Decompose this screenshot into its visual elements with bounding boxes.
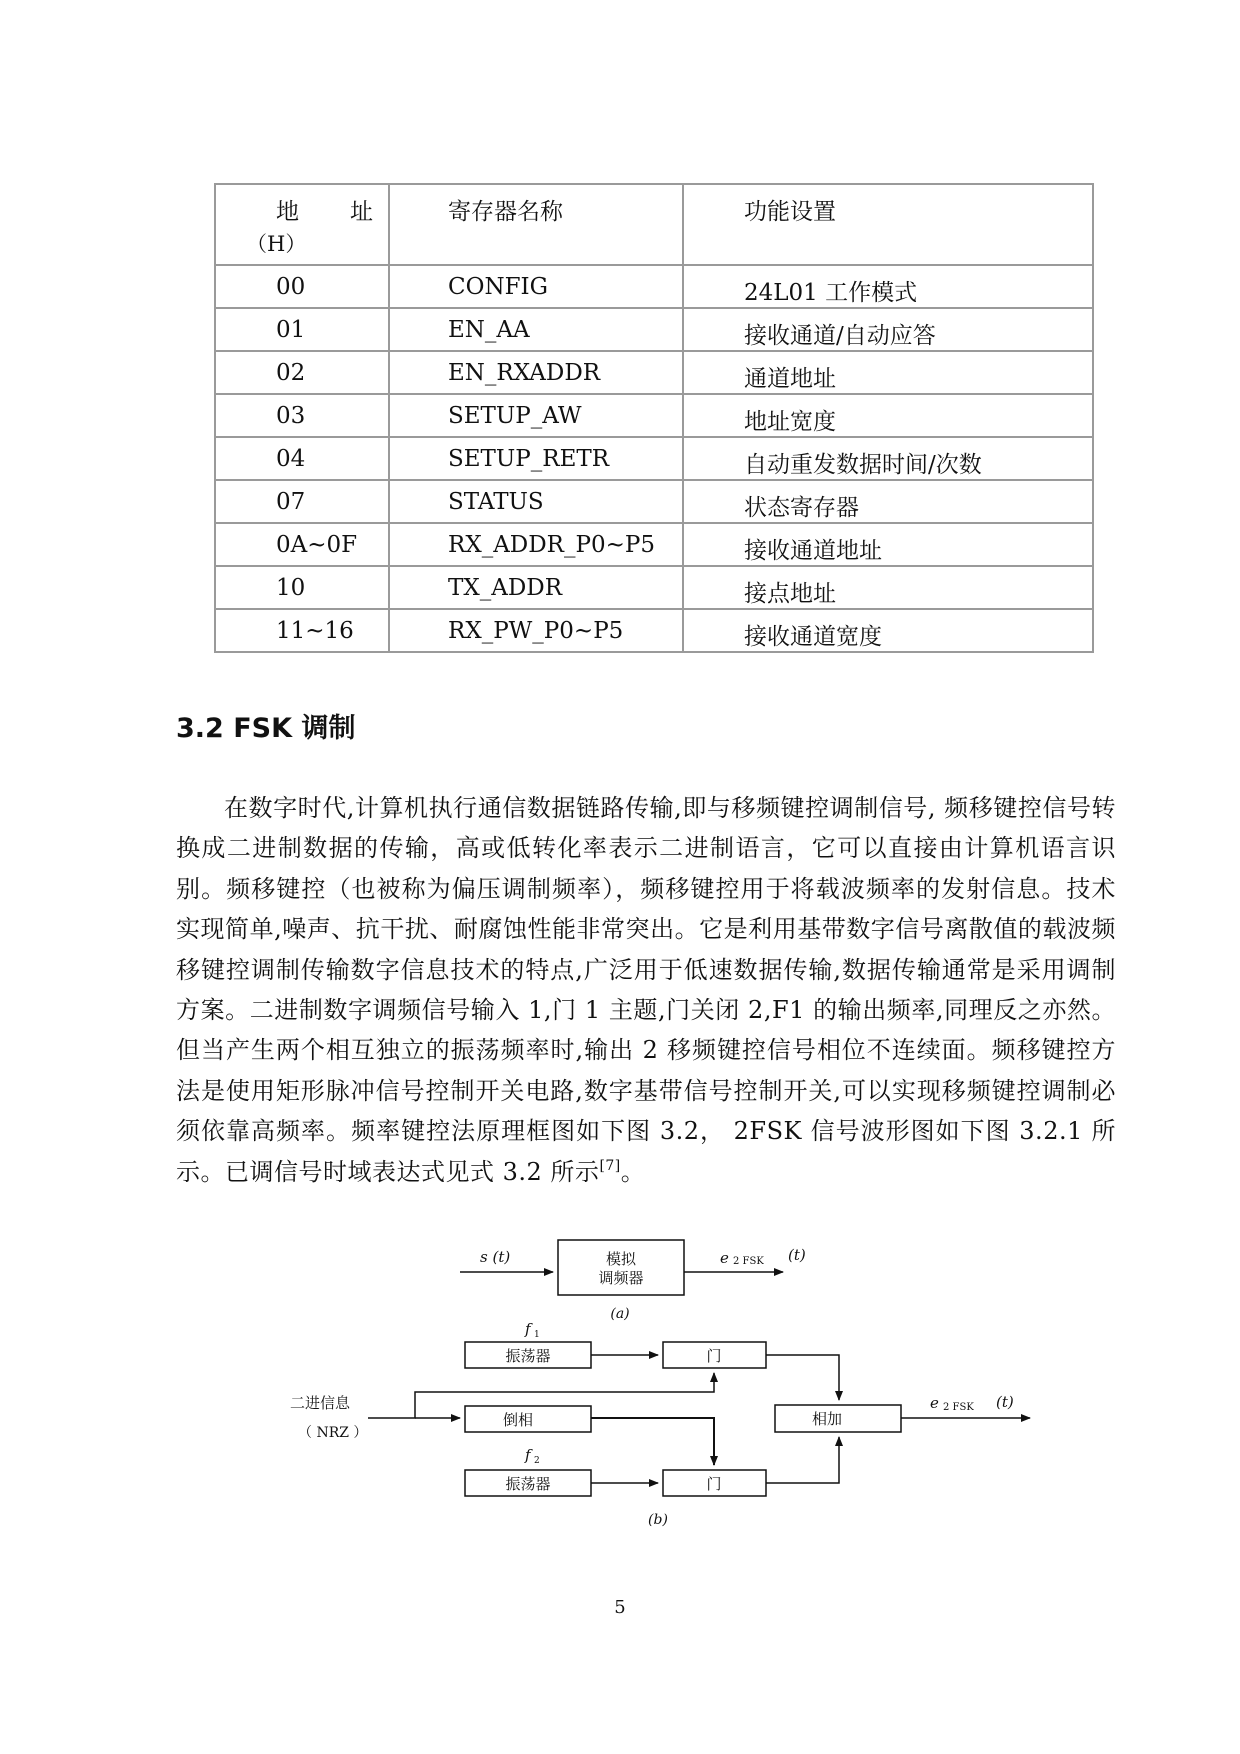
cell-address: 03 <box>215 394 389 437</box>
gate2-to-adder-line <box>766 1437 839 1483</box>
header-address-unit: （H） <box>246 232 307 256</box>
cell-address: 00 <box>215 265 389 308</box>
cell-register: TX_ADDR <box>389 566 683 609</box>
oscillator2-label: 振荡器 <box>505 1475 551 1493</box>
header-function: 功能设置 <box>683 184 1093 265</box>
cell-function: 通道地址 <box>683 351 1093 394</box>
caption-b: (b) <box>648 1512 668 1528</box>
caption-a: (a) <box>610 1306 630 1322</box>
cell-address: 10 <box>215 566 389 609</box>
paragraph-text: 在数字时代,计算机执行通信数据链路传输,即与移频键控调制信号, 频移键控信号转换成二进制数据的传输，高或低转化率表示二进制语言，它可以直接由计算机语言识别。频移键控（也被称为偏压调制频率），频移键控用于将载波频率的发射信息。技术实现简单,噪声、抗干扰、耐腐蚀性能非常突出。它是利用基带数字信号离散值的载波频移键控调制传输数字信息技术的特点,广泛用于低速数据传输,数据传输通常是采用调制方案。二进制数字调频信号输入 1,门 1 主题,门关闭 2,F1 的输出频率,同理反之亦然。但当产生两个相互独立的振荡频率时,输出 2 移频键控信号相位不连续面。频移键控方法是使用矩形脉冲信号控制开关电路,数字基带信号控制开关,可以实现移频键控调制必须依靠高频率。频率键控法原理框图如下图 3.2， 2FSK 信号波形图如下图 3.2.1 所示。已调信号时域表达式见式 3.2 所示 <box>176 794 1116 1186</box>
inverter-label: 倒相 <box>502 1411 534 1429</box>
gate1-to-adder-line <box>766 1355 839 1400</box>
section-heading: 3.2 FSK 调制 <box>176 713 356 744</box>
diagram-a <box>460 1240 806 1322</box>
cell-address: 04 <box>215 437 389 480</box>
gate2-label: 门 <box>706 1475 722 1493</box>
inverter-to-gate2-line <box>591 1418 714 1465</box>
cell-function: 24L01 工作模式 <box>683 265 1093 308</box>
cell-register: CONFIG <box>389 265 683 308</box>
cell-address: 0A~0F <box>215 523 389 566</box>
header-register-name: 寄存器名称 <box>389 184 683 265</box>
modulator-label-line2: 调频器 <box>598 1269 644 1287</box>
cell-register: EN_RXADDR <box>389 351 683 394</box>
output-e-label-b: e <box>930 1394 939 1412</box>
input-signal-label: s (t) <box>480 1248 511 1266</box>
output-t-label-b: (t) <box>996 1393 1014 1411</box>
cell-register: STATUS <box>389 480 683 523</box>
cell-function: 接收通道/自动应答 <box>683 308 1093 351</box>
paragraph-end: 。 <box>620 1157 646 1186</box>
cell-register: EN_AA <box>389 308 683 351</box>
cell-register: SETUP_RETR <box>389 437 683 480</box>
header-address-label: 地 址 <box>276 199 373 225</box>
f2-subscript: 2 <box>534 1456 540 1466</box>
modulator-label-line1: 模拟 <box>605 1250 637 1268</box>
diagram-b <box>290 1320 1030 1528</box>
cell-register: RX_ADDR_P0~P5 <box>389 523 683 566</box>
f1-label: f <box>525 1320 531 1338</box>
cell-function: 状态寄存器 <box>683 480 1093 523</box>
cell-address: 07 <box>215 480 389 523</box>
cell-register: SETUP_AW <box>389 394 683 437</box>
adder-label: 相加 <box>811 1410 843 1428</box>
output-subscript-b: 2 FSK <box>943 1402 974 1413</box>
oscillator1-label: 振荡器 <box>505 1347 551 1365</box>
cell-function: 自动重发数据时间/次数 <box>683 437 1093 480</box>
cell-address: 02 <box>215 351 389 394</box>
cell-function: 接收通道宽度 <box>683 609 1093 652</box>
cell-function: 接收通道地址 <box>683 523 1093 566</box>
cell-function: 地址宽度 <box>683 394 1093 437</box>
f2-label: f <box>525 1446 531 1464</box>
gate1-label: 门 <box>706 1347 722 1365</box>
citation-mark: [7] <box>599 1157 621 1174</box>
input-to-gate1-line <box>368 1373 714 1418</box>
cell-address: 11~16 <box>215 609 389 652</box>
input-info-label: 二进信息 <box>290 1394 351 1412</box>
output-subscript: 2 FSK <box>733 1256 764 1267</box>
input-nrz-label: （ NRZ ） <box>298 1425 368 1441</box>
output-t-label: (t) <box>788 1246 806 1264</box>
cell-address: 01 <box>215 308 389 351</box>
output-e-label: e <box>720 1249 729 1267</box>
f1-subscript: 1 <box>534 1330 540 1340</box>
cell-register: RX_PW_P0~P5 <box>389 609 683 652</box>
cell-function: 接点地址 <box>683 566 1093 609</box>
page-number: 5 <box>614 1597 626 1618</box>
